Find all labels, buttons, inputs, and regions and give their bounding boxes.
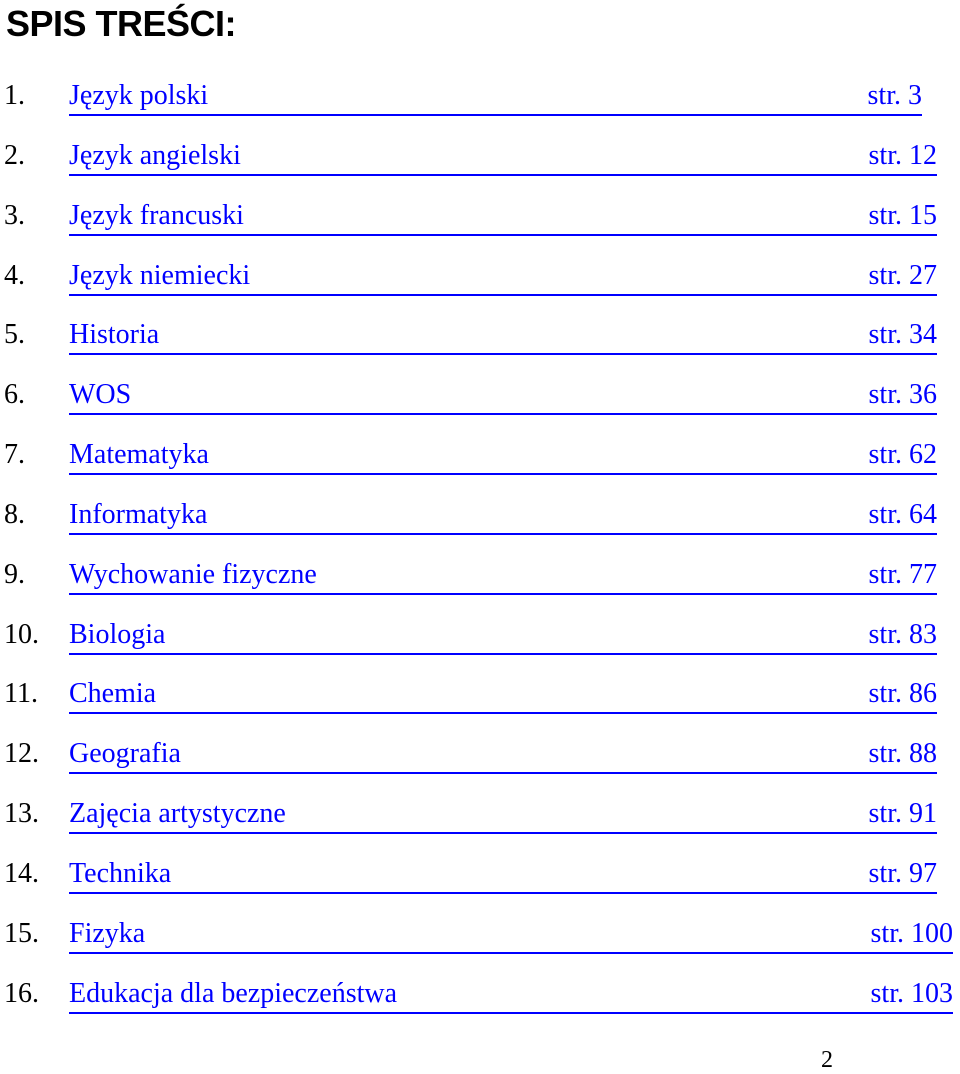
- entry-page: str. 97: [868, 857, 937, 889]
- entry-title: Język francuski: [69, 199, 244, 231]
- entry-page: str. 36: [868, 379, 937, 411]
- entry-page: str. 3: [867, 80, 922, 111]
- toc-link-jezyk-niemiecki[interactable]: [69, 258, 937, 296]
- entry-number: 3.: [4, 199, 25, 231]
- entry-title: Język angielski: [69, 139, 241, 171]
- toc-entry: [0, 914, 960, 974]
- toc-link-biologia[interactable]: [69, 617, 937, 655]
- toc-entry: [0, 734, 960, 794]
- toc-link-technika[interactable]: [69, 856, 937, 894]
- entry-page: str. 77: [868, 558, 937, 590]
- entry-title: Biologia: [69, 618, 166, 650]
- toc-entry: [0, 974, 960, 1034]
- entry-page: str. 62: [868, 439, 937, 471]
- entry-number: 11.: [4, 678, 38, 710]
- toc-link-wos[interactable]: [69, 377, 937, 415]
- entry-page: str. 100: [870, 917, 953, 949]
- toc-entry: [0, 76, 960, 136]
- toc-link-jezyk-polski[interactable]: [69, 78, 922, 116]
- table-of-contents: [0, 76, 960, 1034]
- toc-entry: [0, 794, 960, 854]
- entry-title: Język polski: [69, 80, 209, 111]
- entry-number: 15.: [4, 917, 39, 949]
- toc-link-jezyk-angielski[interactable]: [69, 138, 937, 176]
- entry-number: 1.: [4, 80, 25, 111]
- toc-link-chemia[interactable]: [69, 676, 937, 714]
- toc-link-geografia[interactable]: [69, 736, 937, 774]
- entry-page: str. 88: [868, 738, 937, 770]
- entry-page: str. 34: [868, 319, 937, 351]
- entry-page: str. 86: [868, 678, 937, 710]
- page-number: 2: [821, 1047, 833, 1073]
- entry-title: Chemia: [69, 678, 157, 710]
- entry-title: WOS: [69, 379, 132, 411]
- entry-number: 2.: [4, 139, 25, 171]
- entry-page: str. 12: [868, 139, 937, 171]
- entry-title: Geografia: [69, 738, 181, 770]
- entry-title: Historia: [69, 319, 160, 351]
- entry-title: Matematyka: [69, 439, 209, 471]
- entry-page: str. 103: [870, 977, 953, 1009]
- toc-link-edukacja-dla-bezpieczenstwa[interactable]: [69, 976, 953, 1014]
- entry-number: 16.: [4, 977, 39, 1009]
- entry-title: Edukacja dla bezpieczeństwa: [69, 977, 398, 1009]
- entry-title: Fizyka: [69, 917, 146, 949]
- page-title: SPIS TREŚCI:: [6, 3, 237, 44]
- toc-link-matematyka[interactable]: [69, 437, 937, 475]
- toc-entry: [0, 555, 960, 615]
- toc-link-fizyka[interactable]: [69, 916, 953, 954]
- entry-number: 6.: [4, 379, 25, 411]
- entry-number: 14.: [4, 857, 39, 889]
- toc-entry: [0, 196, 960, 256]
- entry-title: Technika: [69, 857, 172, 889]
- entry-page: str. 15: [868, 199, 937, 231]
- toc-entry: [0, 136, 960, 196]
- entry-number: 4.: [4, 259, 25, 291]
- entry-page: str. 91: [868, 798, 937, 830]
- entry-number: 9.: [4, 558, 25, 590]
- entry-number: 5.: [4, 319, 25, 351]
- toc-entry: [0, 315, 960, 375]
- toc-link-historia[interactable]: [69, 317, 937, 355]
- toc-entry: [0, 674, 960, 734]
- entry-number: 12.: [4, 738, 39, 770]
- entry-page: str. 83: [868, 618, 937, 650]
- toc-link-informatyka[interactable]: [69, 497, 937, 535]
- toc-link-wychowanie-fizyczne[interactable]: [69, 557, 937, 595]
- entry-number: 13.: [4, 798, 39, 830]
- entry-number: 8.: [4, 498, 25, 530]
- entry-title: Wychowanie fizyczne: [69, 558, 317, 590]
- entry-title: Informatyka: [69, 498, 208, 530]
- toc-entry: [0, 495, 960, 555]
- toc-entry: [0, 854, 960, 914]
- entry-number: 10.: [4, 618, 39, 650]
- toc-entry: [0, 256, 960, 316]
- toc-entry: [0, 375, 960, 435]
- entry-number: 7.: [4, 439, 25, 471]
- entry-page: str. 64: [868, 498, 937, 530]
- entry-page: str. 27: [868, 259, 937, 291]
- toc-entry: [0, 615, 960, 675]
- toc-link-jezyk-francuski[interactable]: [69, 198, 937, 236]
- entry-title: Język niemiecki: [69, 259, 251, 291]
- toc-entry: [0, 435, 960, 495]
- entry-title: Zajęcia artystyczne: [69, 798, 286, 830]
- toc-link-zajecia-artystyczne[interactable]: [69, 796, 937, 834]
